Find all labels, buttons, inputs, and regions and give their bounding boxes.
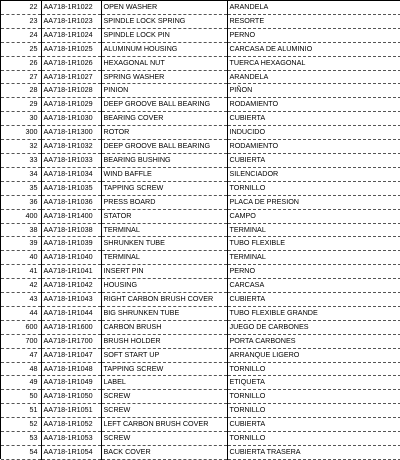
english-description-cell: SPRING WASHER: [101, 70, 227, 84]
item-number-cell: 32: [1, 140, 41, 154]
item-number-cell: 27: [1, 70, 41, 84]
english-description-cell: LEFT CARBON BRUSH COVER: [101, 418, 227, 432]
item-number-cell: 22: [1, 1, 41, 14]
part-code-cell: AA718-1R1043: [41, 293, 101, 307]
item-number-cell: 600: [1, 320, 41, 334]
part-code-cell: AA718-1R1300: [41, 126, 101, 140]
item-number-cell: 400: [1, 209, 41, 223]
english-description-cell: SHRUNKEN TUBE: [101, 237, 227, 251]
english-description-cell: PINION: [101, 84, 227, 98]
table-row: [1, 112, 400, 126]
spanish-description-cell: RODAMIENTO: [227, 98, 400, 112]
table-row: [1, 251, 400, 265]
part-code-cell: AA718-1R1028: [41, 84, 101, 98]
item-number-cell: 39: [1, 237, 41, 251]
item-number-cell: 40: [1, 251, 41, 265]
table-row: [1, 334, 400, 348]
table-row: [1, 126, 400, 140]
english-description-cell: HOUSING: [101, 279, 227, 293]
spanish-description-cell: TERMINAL: [227, 251, 400, 265]
spanish-description-cell: CUBIERTA: [227, 112, 400, 126]
spanish-description-cell: TORNILLO: [227, 390, 400, 404]
part-code-cell: AA718-1R1042: [41, 279, 101, 293]
spanish-description-cell: PORTA CARBONES: [227, 334, 400, 348]
part-code-cell: AA718-1R1041: [41, 265, 101, 279]
table-row: [1, 404, 400, 418]
item-number-cell: 36: [1, 195, 41, 209]
part-code-cell: AA718-1R1054: [41, 446, 101, 460]
part-code-cell: AA718-1R1053: [41, 432, 101, 446]
table-row: [1, 320, 400, 334]
part-code-cell: AA718-1R1022: [41, 1, 101, 14]
item-number-cell: 26: [1, 56, 41, 70]
item-number-cell: 300: [1, 126, 41, 140]
spanish-description-cell: PIÑON: [227, 84, 400, 98]
part-code-cell: AA718-1R1026: [41, 56, 101, 70]
english-description-cell: OPEN WASHER: [101, 1, 227, 14]
english-description-cell: ALUMINUM HOUSING: [101, 42, 227, 56]
english-description-cell: ROTOR: [101, 126, 227, 140]
part-code-cell: AA718-1R1029: [41, 98, 101, 112]
spanish-description-cell: JUEGO DE CARBONES: [227, 320, 400, 334]
item-number-cell: 42: [1, 279, 41, 293]
spanish-description-cell: SILENCIADOR: [227, 167, 400, 181]
spanish-description-cell: TORNILLO: [227, 181, 400, 195]
item-number-cell: 30: [1, 112, 41, 126]
english-description-cell: RIGHT CARBON BRUSH COVER: [101, 293, 227, 307]
part-code-cell: AA718-1R1044: [41, 306, 101, 320]
part-code-cell: AA718-1R1400: [41, 209, 101, 223]
table-row: [1, 279, 400, 293]
spanish-description-cell: TUBO FLEXIBLE: [227, 237, 400, 251]
spanish-description-cell: CUBIERTA: [227, 418, 400, 432]
table-row: [1, 140, 400, 154]
part-code-cell: AA718-1R1033: [41, 153, 101, 167]
item-number-cell: 53: [1, 432, 41, 446]
spanish-description-cell: RESORTE: [227, 14, 400, 28]
english-description-cell: TAPPING SCREW: [101, 181, 227, 195]
english-description-cell: BEARING COVER: [101, 112, 227, 126]
spanish-description-cell: PERNO: [227, 265, 400, 279]
english-description-cell: SOFT START UP: [101, 348, 227, 362]
spanish-description-cell: TUERCA HEXAGONAL: [227, 56, 400, 70]
spanish-description-cell: TORNILLO: [227, 362, 400, 376]
spanish-description-cell: ARRANQUE LIGERO: [227, 348, 400, 362]
english-description-cell: LABEL: [101, 376, 227, 390]
part-code-cell: AA718-1R1023: [41, 14, 101, 28]
table-row: [1, 209, 400, 223]
item-number-cell: 43: [1, 293, 41, 307]
table-row: [1, 446, 400, 460]
english-description-cell: TERMINAL: [101, 251, 227, 265]
table-row: [1, 14, 400, 28]
spanish-description-cell: CARCASA: [227, 279, 400, 293]
english-description-cell: TERMINAL: [101, 223, 227, 237]
table-row: [1, 293, 400, 307]
part-code-cell: AA718-1R1040: [41, 251, 101, 265]
part-code-cell: AA718-1R1050: [41, 390, 101, 404]
item-number-cell: 48: [1, 362, 41, 376]
english-description-cell: HEXAGONAL NUT: [101, 56, 227, 70]
spanish-description-cell: CUBIERTA: [227, 153, 400, 167]
item-number-cell: 50: [1, 390, 41, 404]
part-code-cell: AA718-1R1049: [41, 376, 101, 390]
english-description-cell: SPINDLE LOCK PIN: [101, 28, 227, 42]
item-number-cell: 23: [1, 14, 41, 28]
english-description-cell: DEEP GROOVE BALL BEARING: [101, 140, 227, 154]
english-description-cell: CARBON BRUSH: [101, 320, 227, 334]
table-row: [1, 362, 400, 376]
table-row: [1, 167, 400, 181]
item-number-cell: 51: [1, 404, 41, 418]
item-number-cell: 24: [1, 28, 41, 42]
spanish-description-cell: CUBIERTA: [227, 293, 400, 307]
part-code-cell: AA718-1R1700: [41, 334, 101, 348]
english-description-cell: BRUSH HOLDER: [101, 334, 227, 348]
part-code-cell: AA718-1R1025: [41, 42, 101, 56]
english-description-cell: SCREW: [101, 432, 227, 446]
english-description-cell: DEEP GROOVE BALL BEARING: [101, 98, 227, 112]
item-number-cell: 33: [1, 153, 41, 167]
table-row: [1, 195, 400, 209]
spanish-description-cell: ETIQUETA: [227, 376, 400, 390]
part-code-cell: AA718-1R1600: [41, 320, 101, 334]
english-description-cell: PRESS BOARD: [101, 195, 227, 209]
spanish-description-cell: RODAMIENTO: [227, 140, 400, 154]
part-code-cell: AA718-1R1024: [41, 28, 101, 42]
table-row: [1, 348, 400, 362]
table-row: [1, 432, 400, 446]
item-number-cell: 41: [1, 265, 41, 279]
part-code-cell: AA718-1R1034: [41, 167, 101, 181]
item-number-cell: 52: [1, 418, 41, 432]
item-number-cell: 49: [1, 376, 41, 390]
part-code-cell: AA718-1R1030: [41, 112, 101, 126]
table-row: [1, 42, 400, 56]
spanish-description-cell: TORNILLO: [227, 432, 400, 446]
parts-table-body: [1, 1, 400, 459]
table-row: [1, 306, 400, 320]
part-code-cell: AA718-1R1047: [41, 348, 101, 362]
item-number-cell: 700: [1, 334, 41, 348]
item-number-cell: 44: [1, 306, 41, 320]
table-row: [1, 418, 400, 432]
part-code-cell: AA718-1R1027: [41, 70, 101, 84]
table-row: [1, 376, 400, 390]
spanish-description-cell: TERMINAL: [227, 223, 400, 237]
spanish-description-cell: PLACA DE PRESION: [227, 195, 400, 209]
spanish-description-cell: ARANDELA: [227, 70, 400, 84]
spanish-description-cell: CUBIERTA TRASERA: [227, 446, 400, 460]
spanish-description-cell: TORNILLO: [227, 404, 400, 418]
spanish-description-cell: CARCASA DE ALUMINIO: [227, 42, 400, 56]
part-code-cell: AA718-1R1051: [41, 404, 101, 418]
item-number-cell: 29: [1, 98, 41, 112]
table-row: [1, 70, 400, 84]
item-number-cell: 47: [1, 348, 41, 362]
table-row: [1, 265, 400, 279]
part-code-cell: AA718-1R1035: [41, 181, 101, 195]
item-number-cell: 25: [1, 42, 41, 56]
table-row: [1, 56, 400, 70]
english-description-cell: BACK COVER: [101, 446, 227, 460]
table-row: [1, 223, 400, 237]
parts-table: [1, 1, 400, 460]
part-code-cell: AA718-1R1052: [41, 418, 101, 432]
english-description-cell: INSERT PIN: [101, 265, 227, 279]
table-row: [1, 1, 400, 14]
item-number-cell: 35: [1, 181, 41, 195]
english-description-cell: TAPPING SCREW: [101, 362, 227, 376]
item-number-cell: 28: [1, 84, 41, 98]
english-description-cell: STATOR: [101, 209, 227, 223]
part-code-cell: AA718-1R1048: [41, 362, 101, 376]
item-number-cell: 34: [1, 167, 41, 181]
english-description-cell: BIG SHRUNKEN TUBE: [101, 306, 227, 320]
table-row: [1, 237, 400, 251]
spanish-description-cell: TUBO FLEXIBLE GRANDE: [227, 306, 400, 320]
part-code-cell: AA718-1R1038: [41, 223, 101, 237]
table-row: [1, 181, 400, 195]
english-description-cell: SPINDLE LOCK SPRING: [101, 14, 227, 28]
english-description-cell: WIND BAFFLE: [101, 167, 227, 181]
table-row: [1, 153, 400, 167]
spanish-description-cell: PERNO: [227, 28, 400, 42]
table-row: [1, 390, 400, 404]
table-row: [1, 98, 400, 112]
english-description-cell: SCREW: [101, 404, 227, 418]
part-code-cell: AA718-1R1036: [41, 195, 101, 209]
item-number-cell: 38: [1, 223, 41, 237]
part-code-cell: AA718-1R1039: [41, 237, 101, 251]
table-row: [1, 84, 400, 98]
item-number-cell: 54: [1, 446, 41, 460]
spanish-description-cell: ARANDELA: [227, 1, 400, 14]
part-code-cell: AA718-1R1032: [41, 140, 101, 154]
spanish-description-cell: INDUCIDO: [227, 126, 400, 140]
english-description-cell: SCREW: [101, 390, 227, 404]
spanish-description-cell: CAMPO: [227, 209, 400, 223]
table-row: [1, 28, 400, 42]
english-description-cell: BEARING BUSHING: [101, 153, 227, 167]
